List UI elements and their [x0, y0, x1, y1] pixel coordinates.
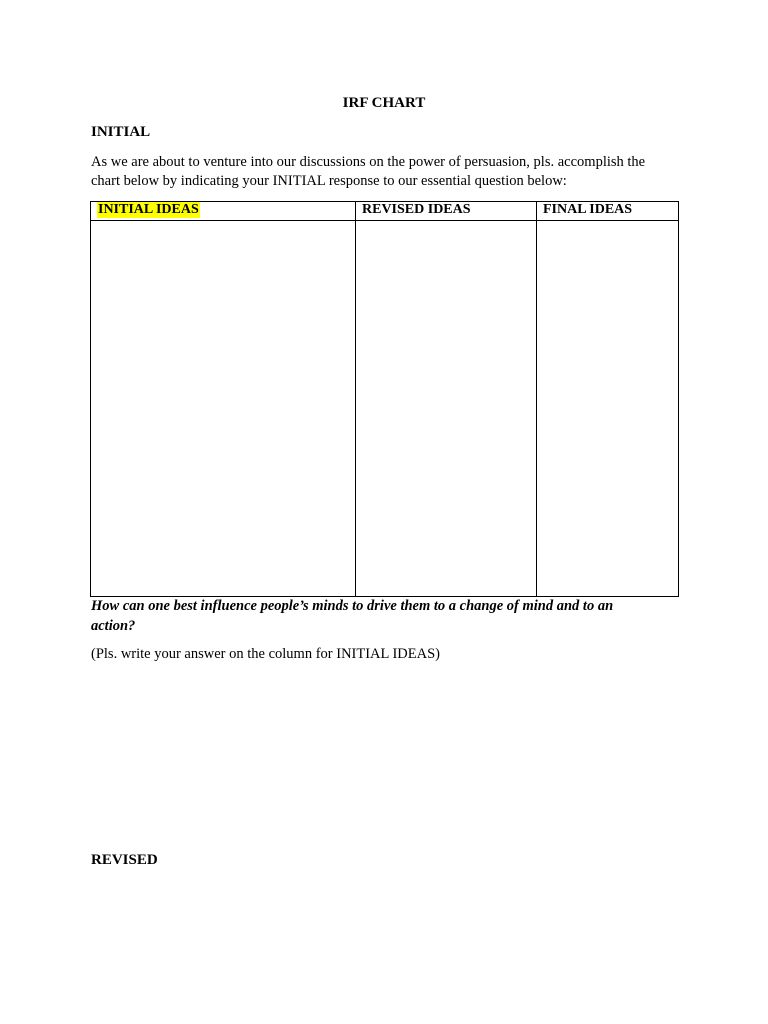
essential-question — [91, 596, 671, 636]
column-header-revised-ideas: REVISED IDEAS — [356, 202, 537, 221]
page-title: IRF CHART — [342, 95, 426, 111]
instruction-note: (Pls. write your answer on the column for INITIAL IDEAS) — [91, 646, 440, 662]
column-header-initial-ideas — [91, 202, 356, 221]
question-line: How can one best influence people’s minds to drive them to a change of mind and to an — [91, 598, 614, 614]
revised-ideas-cell[interactable] — [356, 221, 537, 597]
intro-paragraph — [91, 153, 681, 191]
intro-line: As we are about to venture into our discussions on the power of persuasion, pls. accomplish the — [91, 154, 646, 170]
column-header-final-ideas: FINAL IDEAS — [537, 202, 679, 221]
section-heading-revised: REVISED — [91, 852, 158, 868]
intro-line: chart below by indicating your INITIAL response to our essential question below: — [91, 173, 567, 189]
initial-ideas-cell[interactable] — [91, 221, 356, 597]
highlighted-text: INITIAL IDEAS — [98, 202, 199, 217]
table-header-row — [91, 202, 679, 221]
final-ideas-cell[interactable] — [537, 221, 679, 597]
section-heading-initial: INITIAL — [91, 124, 151, 140]
irf-chart-table — [90, 201, 679, 597]
question-line: action? — [91, 618, 136, 634]
table-row — [91, 221, 679, 597]
